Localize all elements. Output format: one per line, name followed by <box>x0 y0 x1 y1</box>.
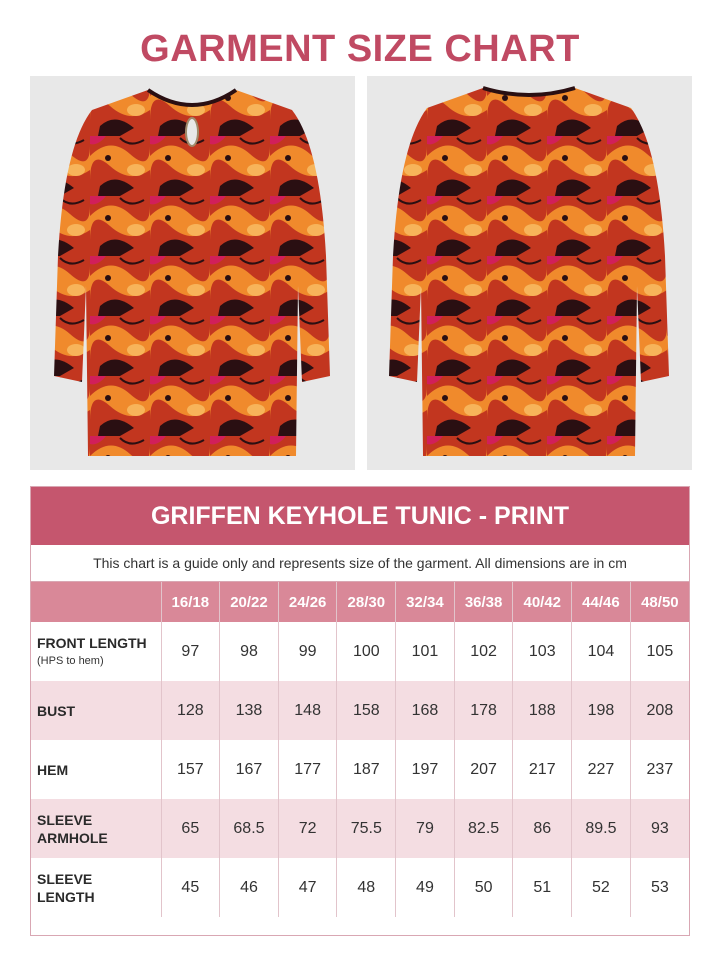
table-row <box>31 799 689 858</box>
row-label-text: HEM <box>37 761 69 778</box>
table-cell: 167 <box>220 740 279 799</box>
empty-header-cell <box>31 582 161 622</box>
table-cell: 89.5 <box>572 799 631 858</box>
table-cell: 207 <box>454 740 513 799</box>
table-cell: 178 <box>454 681 513 740</box>
table-cell: 148 <box>278 681 337 740</box>
table-cell: 105 <box>630 622 689 681</box>
table-cell: 197 <box>396 740 455 799</box>
row-sublabel: (HPS to hem) <box>37 654 104 667</box>
table-cell: 208 <box>630 681 689 740</box>
table-cell: 101 <box>396 622 455 681</box>
table-note: This chart is a guide only and represents size of the garment. All dimensions are in cm <box>31 545 689 582</box>
table-cell: 188 <box>513 681 572 740</box>
size-header: 20/22 <box>220 582 279 622</box>
table-cell: 52 <box>572 858 631 917</box>
size-header: 44/46 <box>572 582 631 622</box>
table-cell: 75.5 <box>337 799 396 858</box>
row-label-text: BUST <box>37 702 76 719</box>
size-header: 40/42 <box>513 582 572 622</box>
table-cell: 49 <box>396 858 455 917</box>
table-row <box>31 622 689 681</box>
page-title: GARMENT SIZE CHART <box>140 28 580 70</box>
row-label <box>31 858 161 917</box>
table-cell: 227 <box>572 740 631 799</box>
table-cell: 237 <box>630 740 689 799</box>
table-cell: 47 <box>278 858 337 917</box>
table-cell: 51 <box>513 858 572 917</box>
table-cell: 53 <box>630 858 689 917</box>
row-label <box>31 681 161 740</box>
table-cell: 100 <box>337 622 396 681</box>
table-cell: 99 <box>278 622 337 681</box>
table-cell: 102 <box>454 622 513 681</box>
table-row <box>31 740 689 799</box>
table-cell: 72 <box>278 799 337 858</box>
table-cell: 79 <box>396 799 455 858</box>
table-cell: 168 <box>396 681 455 740</box>
table-cell: 45 <box>161 858 220 917</box>
row-label-text: SLEEVE LENGTH <box>37 870 95 905</box>
table-cell: 98 <box>220 622 279 681</box>
table-cell: 50 <box>454 858 513 917</box>
table-cell: 46 <box>220 858 279 917</box>
table-cell: 198 <box>572 681 631 740</box>
row-label-text: SLEEVE ARMHOLE <box>37 811 108 846</box>
table-cell: 157 <box>161 740 220 799</box>
table-title: GRIFFEN KEYHOLE TUNIC - PRINT <box>31 487 689 545</box>
table-row <box>31 681 689 740</box>
table-cell: 82.5 <box>454 799 513 858</box>
table-cell: 104 <box>572 622 631 681</box>
size-table <box>31 582 689 917</box>
size-header: 36/38 <box>454 582 513 622</box>
table-cell: 86 <box>513 799 572 858</box>
size-chart-table <box>30 486 690 936</box>
size-header: 24/26 <box>278 582 337 622</box>
row-label <box>31 622 161 681</box>
size-header: 28/30 <box>337 582 396 622</box>
size-header: 16/18 <box>161 582 220 622</box>
table-row <box>31 858 689 917</box>
table-cell: 128 <box>161 681 220 740</box>
table-cell: 65 <box>161 799 220 858</box>
row-label <box>31 740 161 799</box>
table-cell: 103 <box>513 622 572 681</box>
table-cell: 48 <box>337 858 396 917</box>
tunic-front-photo <box>30 76 355 470</box>
size-header-row <box>31 582 689 622</box>
size-header: 32/34 <box>396 582 455 622</box>
table-cell: 93 <box>630 799 689 858</box>
table-cell: 138 <box>220 681 279 740</box>
table-cell: 68.5 <box>220 799 279 858</box>
table-cell: 97 <box>161 622 220 681</box>
table-cell: 158 <box>337 681 396 740</box>
table-cell: 177 <box>278 740 337 799</box>
table-cell: 187 <box>337 740 396 799</box>
row-label <box>31 799 161 858</box>
row-label-text: FRONT LENGTH <box>37 634 147 651</box>
size-header: 48/50 <box>630 582 689 622</box>
tunic-back-photo <box>367 76 692 470</box>
table-cell: 217 <box>513 740 572 799</box>
